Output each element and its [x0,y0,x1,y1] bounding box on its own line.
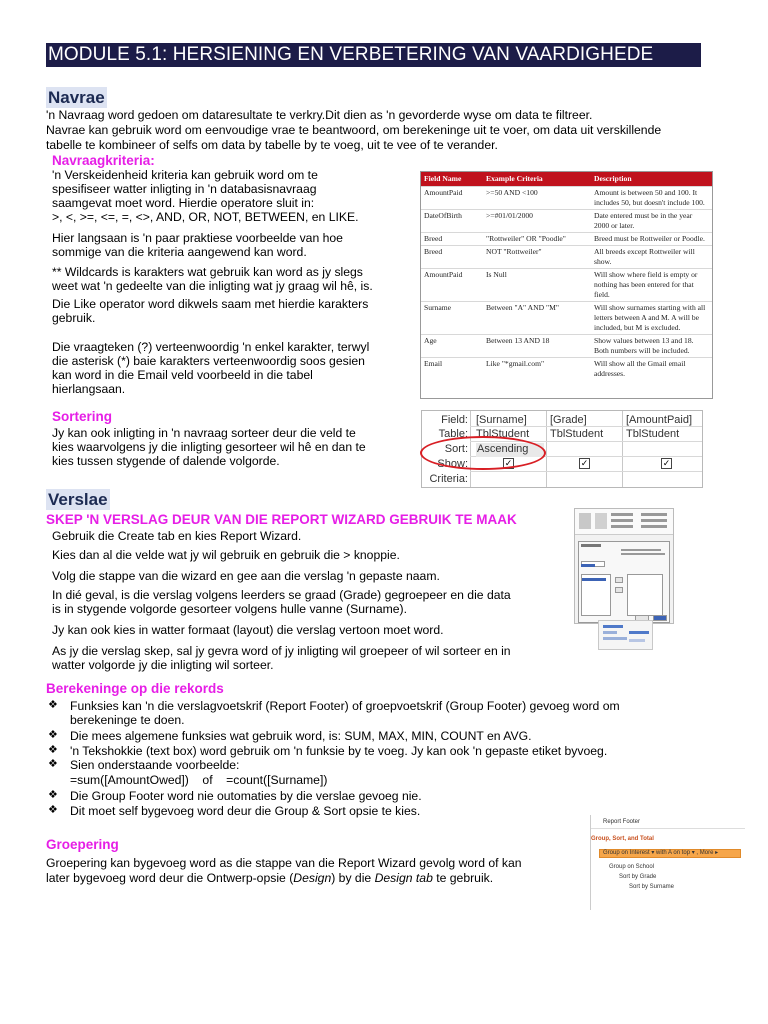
kriteria-line: Die vraagteken (?) verteenwoordig 'n enkel karakter, terwyl [52,340,370,354]
table-cell: Amount is between 50 and 100. It includes 50, but doesn't include 100. [591,186,712,209]
text-segment-italic: Design tab [374,871,433,885]
sortering-line: Jy kan ook inligting in 'n navraag sorteer deur die veld te [52,426,356,440]
verslae-line: Kies dan al die velde wat jy wil gebruik en gebruik die > knoppie. [52,548,400,562]
kriteria-line: hierlangsaan. [52,382,126,396]
grid-label-show: Show: [437,458,468,470]
kriteria-line: saamgevat moet word. Hierdie operatore sluit in: [52,196,315,210]
criteria-examples-table [420,171,713,399]
verslae-line: In dié geval, is die verslag volgens leerders se graad (Grade) gegroepeer en die data [52,588,511,602]
berekeninge-item: Dit moet self bygevoeg word deur die Group & Sort opsie te kies. [70,804,421,818]
text-segment: later bygevoeg word deur die Ontwerp-opsie ( [46,871,294,885]
table-cell: All breeds except Rottweiler will show. [591,245,712,268]
verslae-line: Volg die stappe van die wizard en gee aan die verslag 'n gepaste naam. [52,569,440,583]
bullet-icon: ❖ [48,729,58,741]
table-cell: Breed must be Rottweiler or Poodle. [591,232,712,245]
table-cell: AmountPaid [421,186,483,209]
verslae-line: Jy kan ook kies in watter formaat (layout) die verslag vertoon moet word. [52,623,444,637]
table-cell: >=50 AND <100 [483,186,591,209]
grid-label-sort: Sort: [444,443,468,455]
table-cell: Age [421,334,483,357]
show-checkbox[interactable]: ✓ [504,458,513,468]
verslae-line: As jy die verslag skep, sal jy gevra word of jy inligting wil groepeer of wil sorteer en in [52,644,511,658]
bullet-icon: ❖ [48,758,58,770]
table-cell: DateOfBirth [421,209,483,232]
bullet-icon: ❖ [48,744,58,756]
berekeninge-item: Sien onderstaande voorbeelde: [70,758,240,772]
table-cell: Will show all the Gmail email addresses. [591,357,712,380]
show-checkbox[interactable]: ✓ [580,458,589,468]
group-sort-total-panel [590,815,744,910]
sort-by-surname[interactable]: Sort by Surname [629,884,675,890]
berekeninge-item: Die mees algemene funksies wat gebruik word, is: SUM, MAX, MIN, COUNT en AVG. [70,729,532,743]
table-cell: >=#01/01/2000 [483,209,591,232]
kriteria-line: 'n Verskeidenheid kriteria kan gebruik word om te [52,168,318,182]
table-row [421,186,712,209]
table-cell: Is Null [483,268,591,301]
table-cell: Date entered must be in the year 2000 or later. [591,209,712,232]
table-row [421,334,712,357]
kriteria-line: spesifiseer watter inligting in 'n databasisnavraag [52,182,317,196]
table-row [421,268,712,301]
column-header: Description [591,172,712,186]
kriteria-line: Die Like operator word dikwels saam met hierdie karakters [52,297,369,311]
table-cell: Show values between 13 and 18. Both numbers will be included. [591,334,712,357]
grid-table-cell[interactable]: TblStudent [476,428,530,440]
groepering-line: Groepering kan bygevoeg word as die stappe van die Report Wizard gevolg word of kan [46,856,522,870]
table-row [421,245,712,268]
text-segment-italic: Design [293,871,332,885]
report-wizard-screenshot [574,508,674,624]
bullet-icon: ❖ [48,699,58,711]
table-row [421,232,712,245]
group-on-school[interactable]: Group on School [609,864,655,870]
table-row [421,357,712,380]
group-sort-total-header: Group, Sort, and Total [591,836,654,842]
kriteria-heading: Navraagkriteria: [52,153,155,168]
highlight-ellipse [420,436,546,470]
table-cell: Will show where field is empty or nothing has been entered for that field. [591,268,712,301]
berekeninge-item: 'n Tekshokkie (text box) word gebruik om 'n funksie by te voeg. Jy kan ook 'n gepaste etiket byvoeg. [70,744,608,758]
kriteria-line: die asterisk (*) baie karakters verteenwoordig soos gesien [52,354,365,368]
column-header: Example Criteria [483,172,591,186]
table-row [421,209,712,232]
report-footer-label: Report Footer [591,815,745,829]
text-segment: ) by die [331,871,375,885]
bullet-icon: ❖ [48,804,58,816]
berekeninge-item: Funksies kan 'n die verslagvoetskrif (Report Footer) of groepvoetskrif (Group Footer) gevoeg word om [70,699,620,713]
table-cell: Will show surnames starting with all letters between A and M. A will be included, but M is excluded. [591,301,712,334]
sortering-heading: Sortering [52,409,113,424]
berekeninge-item: Die Group Footer word nie outomaties by die verslae gevoeg nie. [70,789,422,803]
groepering-heading: Groepering [46,837,119,852]
show-checkbox[interactable]: ✓ [662,458,671,468]
groepering-line [46,871,493,886]
berekeninge-example: =sum([AmountOwed]) of =count([Surname]) [70,773,328,787]
grid-table-cell[interactable]: TblStudent [626,428,680,440]
table-cell: NOT "Rottweiler" [483,245,591,268]
sort-by-grade[interactable]: Sort by Grade [619,874,657,880]
table-cell: Between "A" AND "M" [483,301,591,334]
report-wizard-thumbnail [598,620,653,650]
bullet-icon: ❖ [48,789,58,801]
navrae-heading: Navrae [48,88,105,107]
kriteria-line: kan word in die Email veld voorbeeld in die tabel [52,368,313,382]
verslae-line: Gebruik die Create tab en kies Report Wizard. [52,529,302,543]
column-header: Field Name [421,172,483,186]
berekeninge-item-cont: berekeninge te doen. [70,713,185,727]
table-cell: Surname [421,301,483,334]
grid-sort-ascending[interactable]: Ascending [476,443,544,457]
table-cell: Like "*gmail.com" [483,357,591,380]
grid-field-grade[interactable]: [Grade] [550,414,587,426]
table-cell: Email [421,357,483,380]
table-cell: Between 13 AND 18 [483,334,591,357]
group-on-row[interactable]: Group on Interest ▾ with A on top ▾ , More ▸ [599,849,741,858]
verslae-line: watter volgorde jy die inligting wil sorteer. [52,658,274,672]
kriteria-line: gebruik. [52,311,96,325]
sortering-line: kies tussen stygende of dalende volgorde. [52,454,280,468]
kriteria-line: sommige van die kriteria aangewend kan word. [52,245,307,259]
berekeninge-heading: Berekeninge op die rekords [46,681,224,696]
grid-field-surname[interactable]: [Surname] [476,414,527,426]
grid-table-cell[interactable]: TblStudent [550,428,604,440]
verslae-subheading: SKEP 'N VERSLAG DEUR VAN DIE REPORT WIZARD GEBRUIK TE MAAK [46,512,517,527]
grid-field-amountpaid[interactable]: [AmountPaid] [626,414,693,426]
table-cell: AmountPaid [421,268,483,301]
grid-label-field: Field: [441,414,468,426]
kriteria-line: Hier langsaan is 'n paar praktiese voorbeelde van hoe [52,231,343,245]
navrae-intro-2: Navrae kan gebruik word om eenvoudige vrae te beantwoord, om berekeninge uit te voer, om data uit verskillende [46,123,662,137]
verslae-line: is in stygende volgorde gesorteer volgens hulle vanne (Surname). [52,602,407,616]
table-cell: Breed [421,245,483,268]
module-title: MODULE 5.1: HERSIENING EN VERBETERING VAN VAARDIGHEDE [46,43,701,67]
table-cell: "Rottweiler" OR "Poodle" [483,232,591,245]
kriteria-line: weet wat 'n gedeelte van die inligting wat jy graag wil hê, is. [52,279,373,293]
table-cell: Breed [421,232,483,245]
table-row [421,301,712,334]
navrae-intro-3: tabelle te kombineer of selfs om data by tabelle by te voeg, uit te vee of te verander. [46,138,498,152]
text-segment: te gebruik. [432,871,494,885]
verslae-heading: Verslae [48,490,108,509]
grid-label-criteria: Criteria: [429,473,468,485]
kriteria-operators: >, <, >=, <=, =, <>, AND, OR, NOT, BETWEEN, en LIKE. [52,210,359,224]
grid-label-table: Table: [438,428,468,440]
kriteria-line: ** Wildcards is karakters wat gebruik kan word as jy slegs [52,265,363,279]
sortering-line: kies waarvolgens jy die inligting gesorteer wil hê en dan te [52,440,366,454]
navrae-intro-1: 'n Navraag word gedoen om dataresultate te verkry.Dit dien as 'n gevorderde wyse om data te filtreer. [46,108,593,122]
